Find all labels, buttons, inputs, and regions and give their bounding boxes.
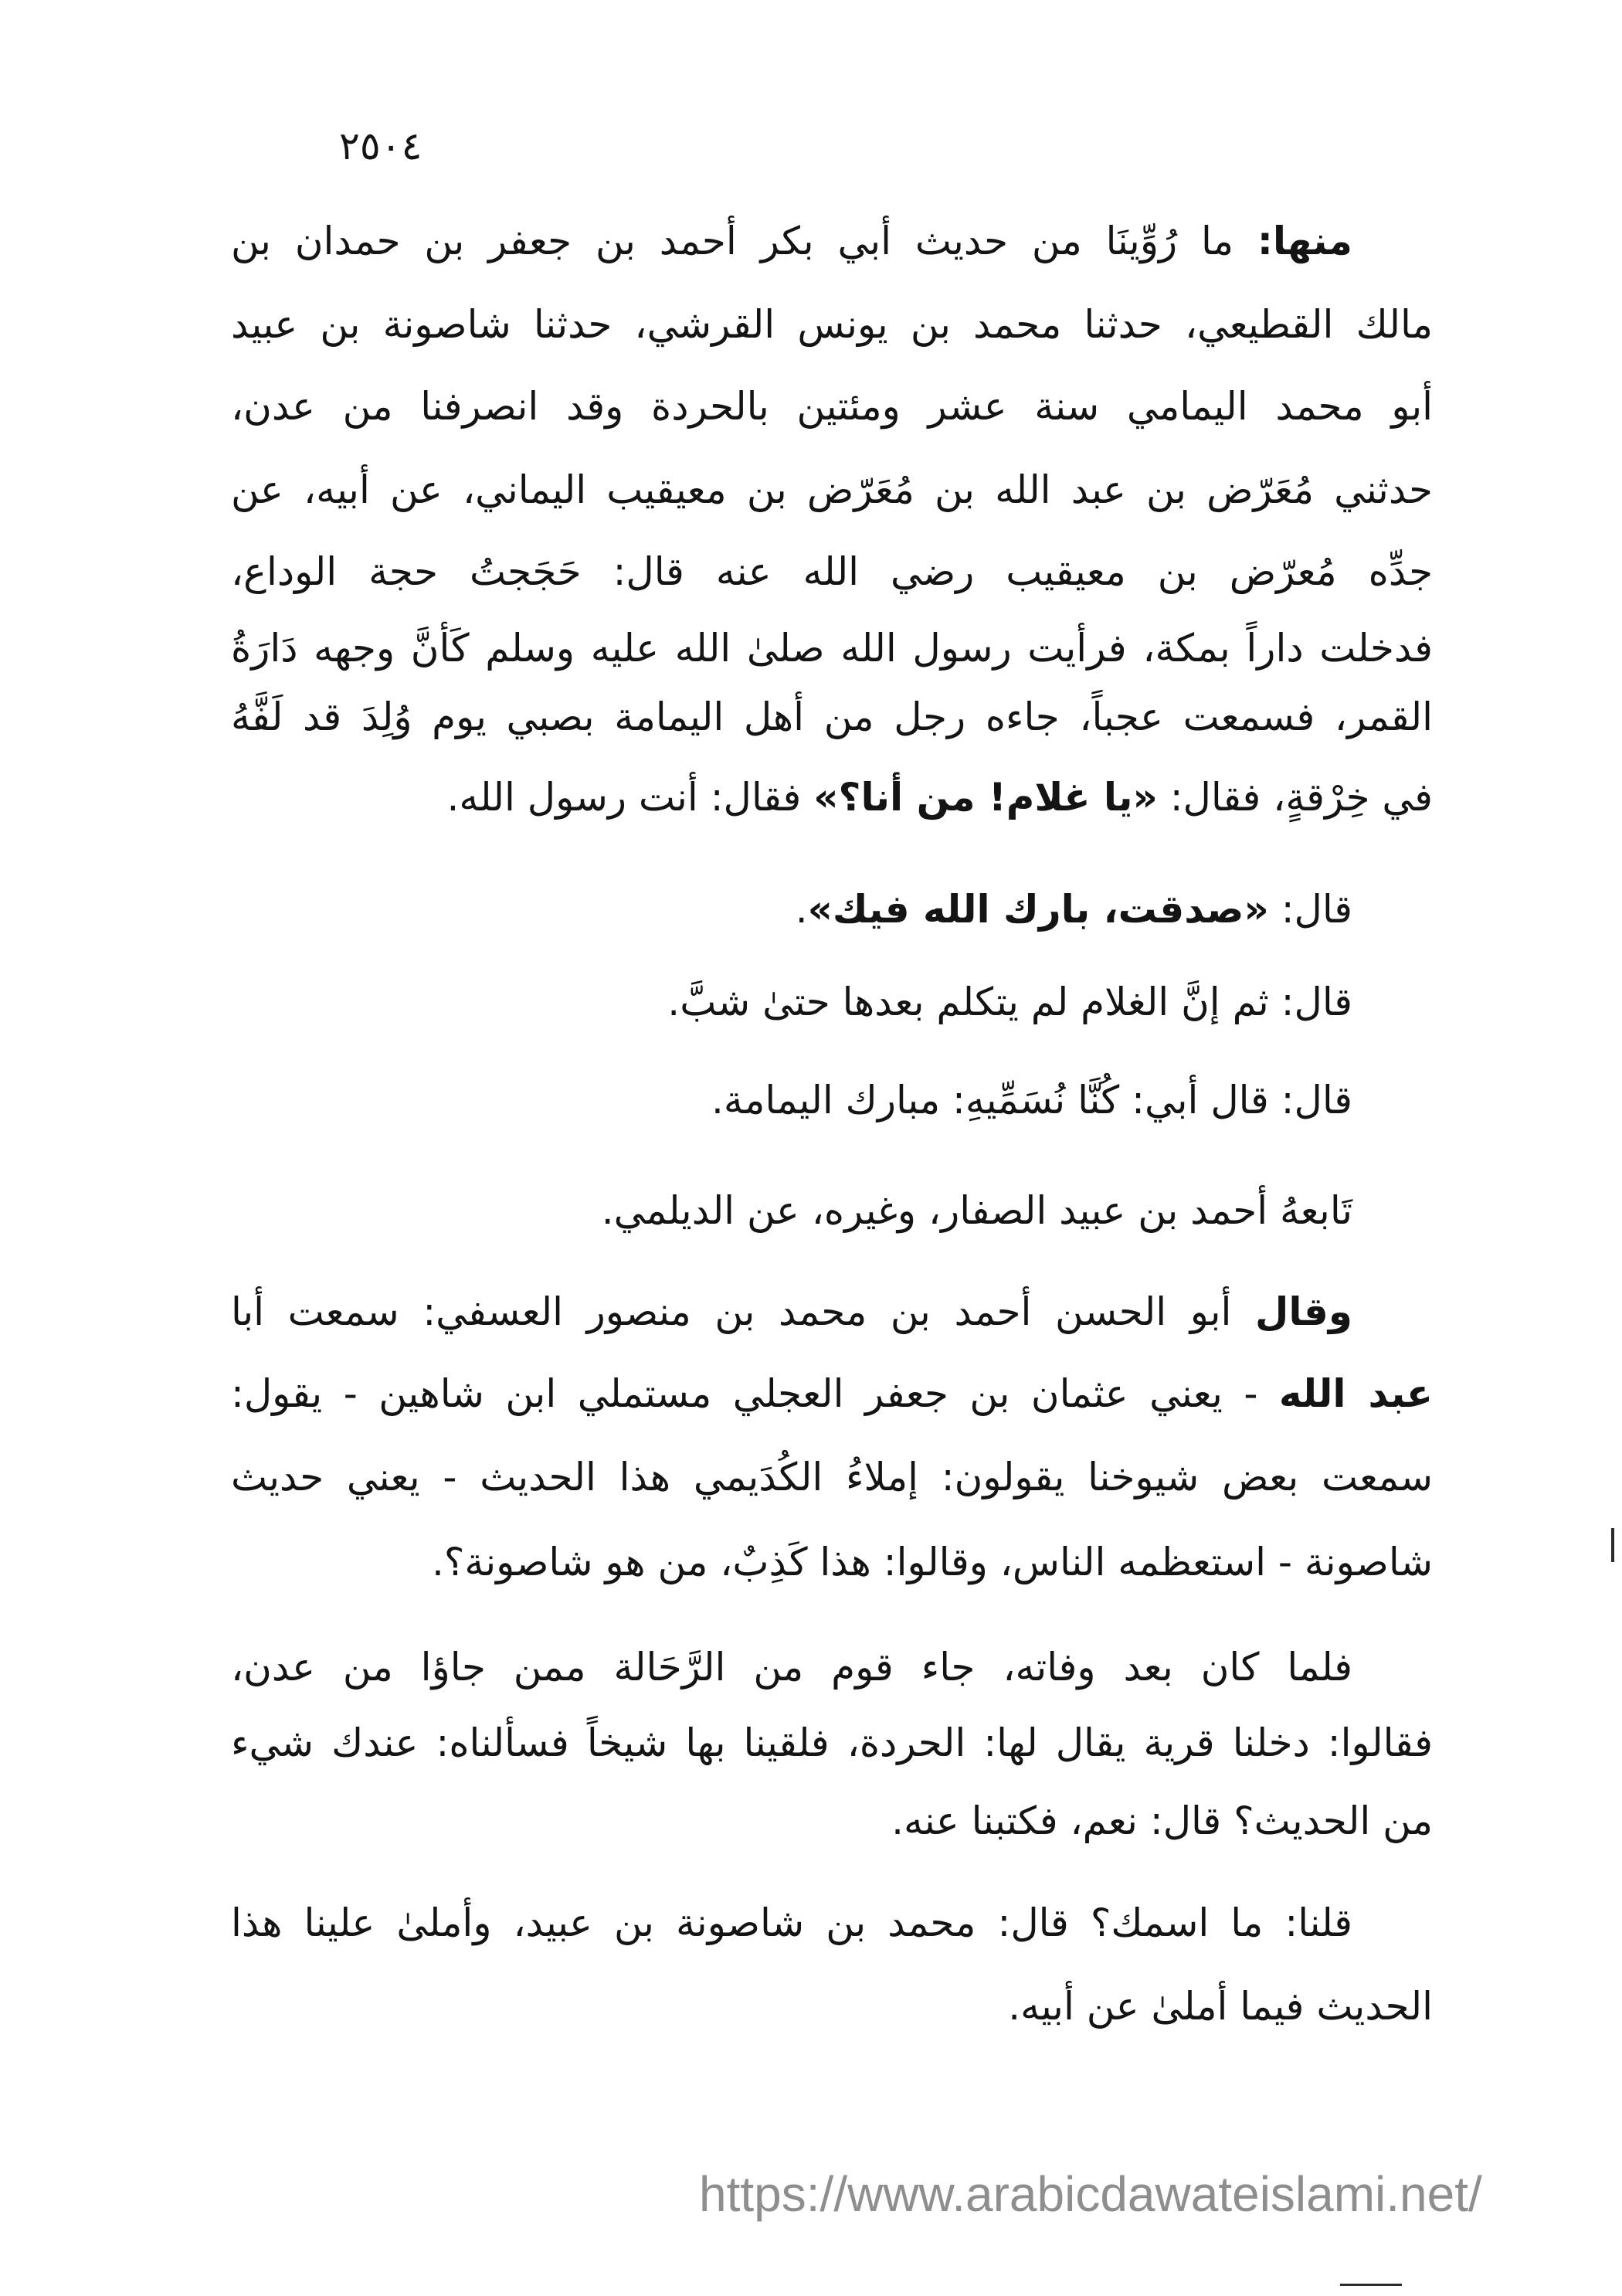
text-segment: ما رُوِّينَا من حديث أبي بكر أحمد بن جعفر بن حمدان بن <box>231 219 1257 263</box>
scan-bottom-mark <box>1340 2284 1402 2286</box>
bold-text-segment: «يا غلام! من أنا؟» <box>813 775 1158 820</box>
text-line: جدِّه مُعرّض بن معيقيب رضي الله عنه قال: حَجَجتُ حجة الوداع، <box>231 549 1433 594</box>
text-line: قلنا: ما اسمك؟ قال: محمد بن شاصونة بن عبيد، وأملىٰ علينا هذا <box>231 1900 1352 1945</box>
bold-text-segment: عبد الله <box>1278 1371 1434 1416</box>
text-line: مالك القطيعي، حدثنا محمد بن يونس القرشي، حدثنا شاصونة بن عبيد <box>231 302 1433 347</box>
text-line: قال: قال أبي: كُنَّا نُسَمِّيهِ: مبارك اليمامة. <box>711 1078 1352 1123</box>
text-segment: قال: <box>1268 887 1352 932</box>
text-line: فلما كان بعد وفاته، جاء قوم من الرَّحَالة ممن جاؤا من عدن، <box>231 1645 1352 1690</box>
bold-text-segment: وقال <box>1255 1289 1352 1334</box>
text-line: فدخلت داراً بمكة، فرأيت رسول الله صلىٰ الله عليه وسلم كَأنَّ وجهه دَارَةُ <box>231 626 1433 671</box>
text-line: تَابعهُ أحمد بن عبيد الصفار، وغيره، عن الديلمي. <box>601 1188 1352 1233</box>
text-line <box>231 759 1433 836</box>
text-segment: - يعني عثمان بن جعفر العجلي مستملي ابن شاهين - يقول: <box>231 1371 1279 1416</box>
text-line <box>231 871 1433 948</box>
text-line: شاصونة - استعظمه الناس، وقالوا: هذا كَذِبٌ، من هو شاصونة؟. <box>431 1540 1433 1584</box>
text-line <box>231 1355 1433 1432</box>
text-segment: في خِرْقةٍ، فقال: <box>1157 775 1433 820</box>
text-line: فقالوا: دخلنا قرية يقال لها: الحردة، فلقينا بها شيخاً فسألناه: عندك شيء <box>231 1720 1433 1765</box>
page-number: ٢٥٠٤ <box>339 124 422 168</box>
text-segment: أبو الحسن أحمد بن محمد بن منصور العسفي: سمعت أبا <box>231 1289 1256 1334</box>
text-segment: فقال: أنت رسول الله. <box>446 775 814 820</box>
footer-url-watermark: https://www.arabicdawateislami.net/ <box>699 2166 1482 2222</box>
text-line: قال: ثم إنَّ الغلام لم يتكلم بعدها حتىٰ شبَّ. <box>667 980 1352 1024</box>
text-line: الحديث فيما أملىٰ عن أبيه. <box>1008 1984 1433 2029</box>
bold-text-segment: «صدقت، بارك الله فيك» <box>807 887 1269 932</box>
scan-edge-mark <box>1611 1528 1614 1562</box>
text-line: القمر، فسمعت عجباً، جاءه رجل من أهل اليمامة بصبي يوم وُلِدَ قد لَفَّهُ <box>231 695 1433 739</box>
bold-text-segment: منها: <box>1257 219 1352 263</box>
text-segment: . <box>795 887 808 932</box>
text-line <box>231 202 1433 280</box>
text-line: من الحديث؟ قال: نعم، فكتبنا عنه. <box>891 1798 1433 1843</box>
text-line: أبو محمد اليمامي سنة عشر ومئتين بالحردة وقد انصرفنا من عدن، <box>231 384 1433 429</box>
text-line: سمعت بعض شيوخنا يقولون: إملاءُ الكُدَيمي هذا الحديث - يعني حديث <box>231 1455 1433 1500</box>
text-line: حدثني مُعَرّض بن عبد الله بن مُعَرّض بن معيقيب اليماني، عن أبيه، عن <box>231 467 1433 512</box>
text-line <box>231 1273 1433 1350</box>
